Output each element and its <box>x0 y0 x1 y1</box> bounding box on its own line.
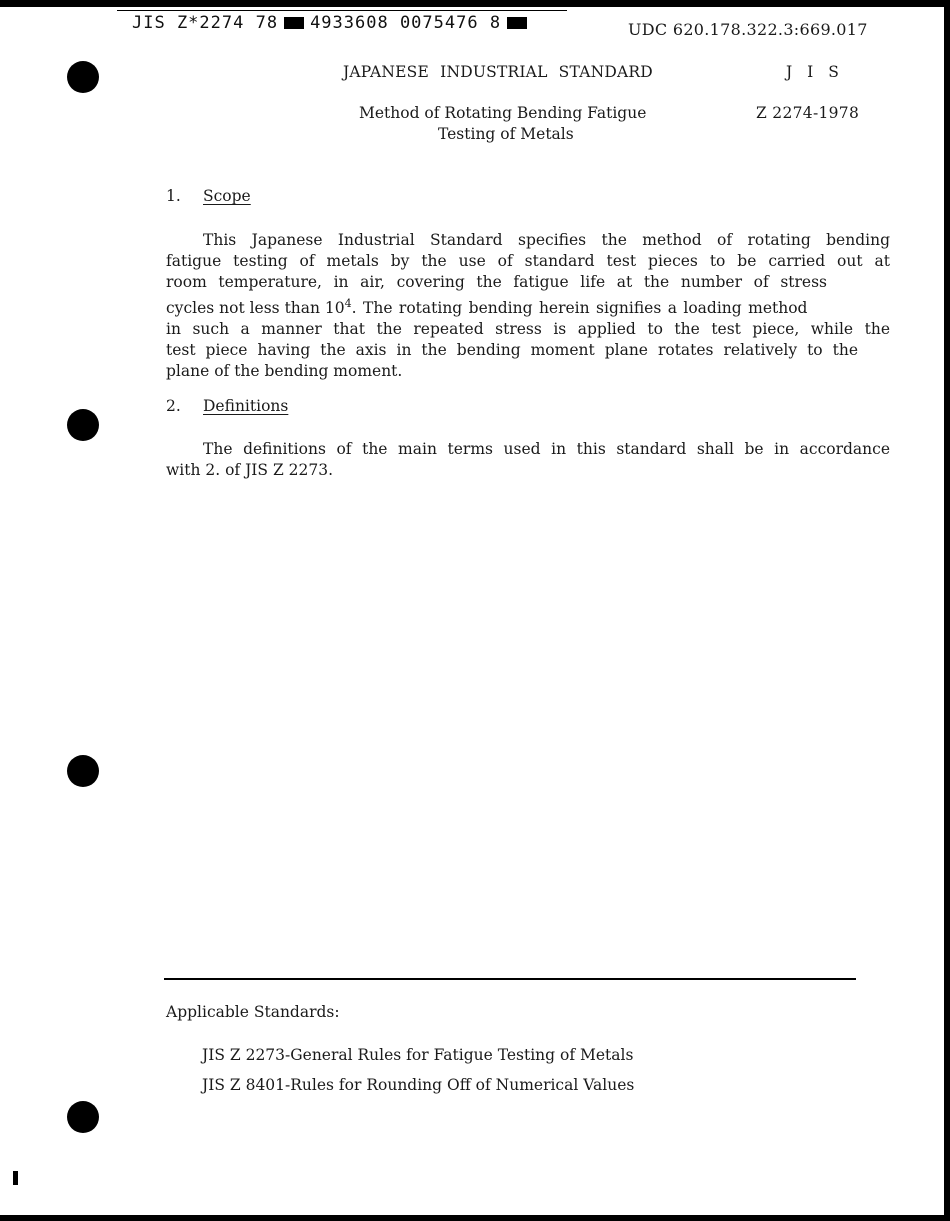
jis-mark: J I S <box>786 63 844 81</box>
document-title-line-2: Testing of Metals <box>438 125 574 143</box>
applicable-standard-item: JIS Z 8401-Rules for Rounding Off of Numerical Values <box>202 1076 635 1094</box>
udc-number: UDC 620.178.322.3:669.017 <box>628 20 868 39</box>
redaction-block-icon <box>507 17 527 29</box>
section-number: 1. <box>166 187 181 205</box>
scope-paragraph <box>166 230 890 382</box>
header-rule <box>117 10 567 11</box>
document-code-b: 4933608 0075476 8 <box>310 13 502 33</box>
paragraph-line: in such a manner that the repeated stress is applied to the test piece, while the <box>166 320 890 338</box>
applicable-standard-item: JIS Z 2273-General Rules for Fatigue Testing of Metals <box>202 1046 634 1064</box>
standard-name: JAPANESE INDUSTRIAL STANDARD <box>343 63 653 81</box>
paragraph-line: The definitions of the main terms used in this standard shall be in accordance <box>203 440 890 458</box>
paragraph-line-with-exponent <box>166 293 890 319</box>
scan-border-top <box>0 0 950 7</box>
scan-border-bottom <box>0 1215 950 1221</box>
paragraph-line: plane of the bending moment. <box>166 362 403 380</box>
paragraph-line: fatigue testing of metals by the use of standard test pieces to be carried out at <box>166 252 890 270</box>
standard-number: Z 2274-1978 <box>756 104 860 122</box>
paragraph-line: room temperature, in air, covering the fatigue life at the number of stress <box>166 273 827 291</box>
applicable-standards-label: Applicable Standards: <box>166 1003 340 1021</box>
paragraph-line: test piece having the axis in the bending moment plane rotates relatively to the <box>166 341 858 359</box>
definitions-paragraph <box>166 439 890 481</box>
document-code-a: JIS Z*2274 78 <box>132 13 279 33</box>
paragraph-line: with 2. of JIS Z 2273. <box>166 461 334 479</box>
scan-edge-mark <box>13 1171 18 1185</box>
section-title-definitions: Definitions <box>203 397 289 415</box>
document-code-line <box>132 13 533 33</box>
paragraph-text: cycles not less than 10 <box>166 299 345 317</box>
paragraph-text: . The rotating bending herein signifies a loading method <box>351 299 808 317</box>
punch-hole-icon <box>67 1101 99 1133</box>
document-title-line-1: Method of Rotating Bending Fatigue <box>359 104 647 122</box>
exponent: 4 <box>344 297 352 310</box>
footnote-rule <box>164 978 856 980</box>
paragraph-line: This Japanese Industrial Standard specifies the method of rotating bending <box>203 231 890 249</box>
section-title-scope: Scope <box>203 187 251 205</box>
punch-hole-icon <box>67 61 99 93</box>
punch-hole-icon <box>67 409 99 441</box>
redaction-block-icon <box>284 17 304 29</box>
scan-border-right <box>944 0 950 1221</box>
section-number: 2. <box>166 397 181 415</box>
punch-hole-icon <box>67 755 99 787</box>
